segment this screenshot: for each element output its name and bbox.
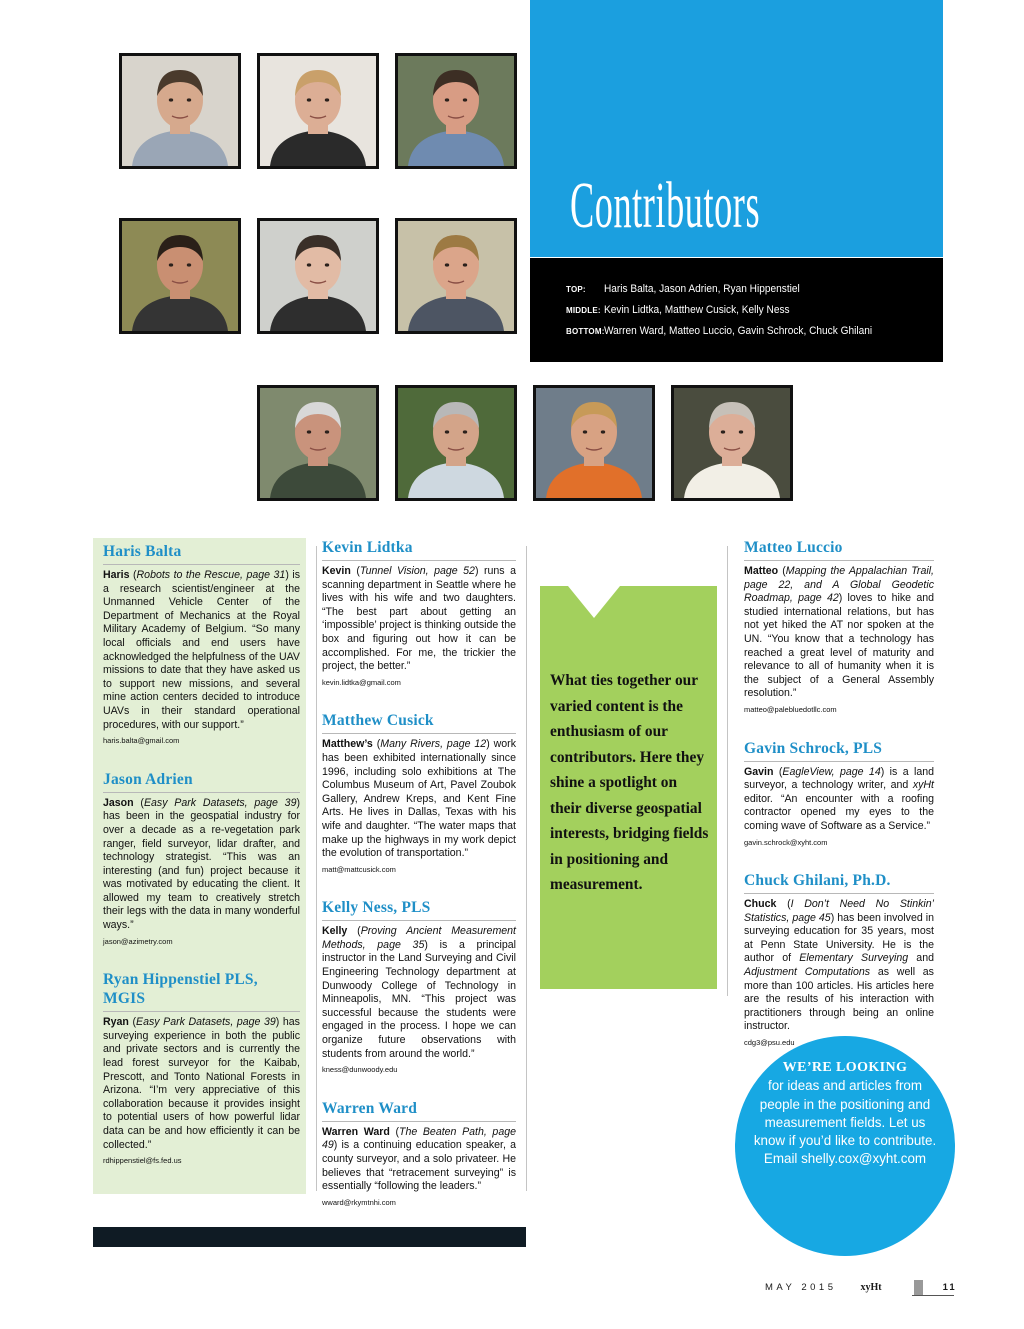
portrait-image bbox=[536, 388, 652, 498]
contributor-name: Haris Balta bbox=[103, 542, 300, 565]
issue-date: MAY 2015 bbox=[765, 1282, 837, 1293]
article-ref: Easy Park Datasets, page 39 bbox=[143, 796, 297, 809]
callout-body: for ideas and articles from people in the positioning and measurement fields. Let us know if you’d like to contribute. bbox=[753, 1078, 937, 1149]
portrait-image bbox=[122, 221, 238, 331]
page-number: 11 bbox=[942, 1282, 957, 1293]
article-ref: Easy Park Datasets, page 39 bbox=[136, 1016, 276, 1029]
caption-names: Kevin Lidtka, Matthew Cusick, Kelly Ness bbox=[604, 304, 790, 316]
article-ref: Many Rivers, page 12 bbox=[380, 738, 487, 751]
column-divider bbox=[526, 546, 527, 1191]
contributor-bio: Matteo (Mapping the Appalachian Trail, page 22, and A Global Geodetic Roadmap, page 42) loves to hike and studied international relations, but has not yet hiked the AT nor spoken at the UN. “You know that a technology has reached a great level of maturity and relevance to all of humanity when it is the subject of a General Assembly resolution.” bbox=[744, 565, 934, 700]
bio-text: has surveying experience in both the public and private sectors and is currently the lead forest surveyor for the Kaibab, Prescott, and Tonto National Forests in Arizona. “I’m very appreciative of this collaboration because it provides insight to potential users of how powerful lidar data can be and how efficiently it can be collected.” bbox=[103, 1016, 300, 1151]
first-name: Haris bbox=[103, 569, 130, 581]
bio-text: has been in the geospatial industry for over a decade as a re-vegetation park ranger, field surveyor, lidar drafter, and technology strategist. “This was an interesting (and fun) project because it was motivated by educating the client. It allowed my team to creatively stretch their legs with the data in many wonderful ways.” bbox=[103, 810, 300, 932]
bio-column-2 bbox=[322, 538, 516, 1231]
portrait-matteo-luccio bbox=[395, 385, 517, 501]
portrait-chuck-ghilani bbox=[671, 385, 793, 501]
portrait-gavin-schrock bbox=[533, 385, 655, 501]
contributor-email[interactable]: kness@dunwoody.edu bbox=[322, 1065, 398, 1075]
portrait-image bbox=[398, 388, 514, 498]
bio-text: has been involved in surveying education for 35 years, most at Penn State University. He is the author of bbox=[744, 911, 934, 965]
first-name: Ryan bbox=[103, 1016, 129, 1029]
title-block bbox=[530, 0, 943, 257]
page-footer bbox=[765, 1280, 957, 1295]
contributor-name: Kevin Lidtka bbox=[322, 538, 516, 561]
bottom-bar bbox=[93, 1227, 526, 1247]
bio-text: is a research scientist/engineer at the Unmanned Vehicle Center of the Department of Mechanics at the Royal Military Academy of Belgium. “So many local officials and end users have acknowledged the helpfulness of the UAV missions to date that they have asked us to support new missions, and several mine action centers decided to introduce UAVs in their standard operational procedures, with our support.” bbox=[103, 569, 300, 731]
bio-text: as well as more than 100 articles. His articles here are the results of his interaction with practitioners through being an online instructor. bbox=[744, 966, 934, 1033]
caption-names: Haris Balta, Jason Adrien, Ryan Hippenstiel bbox=[604, 283, 800, 295]
contributor-email[interactable]: haris.balta@gmail.com bbox=[103, 736, 180, 746]
first-name: Matthew’s bbox=[322, 738, 373, 751]
contributor-bio: Gavin (EagleView, page 14) is a land surveyor, a technology writer, and xyHt editor. “An encounter with a roofing contractor opened my eyes to the coming wave of Software as a Service.” bbox=[744, 765, 934, 832]
callout-email[interactable]: Email shelly.cox@xyht.com bbox=[763, 1151, 927, 1167]
portrait-kevin-lidtka bbox=[119, 218, 241, 334]
caption-key: TOP: bbox=[566, 285, 586, 294]
first-name: Jason bbox=[103, 796, 134, 809]
caption-key: BOTTOM: bbox=[566, 327, 605, 336]
article-ref: I Don’t Need No Stinkin’ Statistics, page 45 bbox=[744, 898, 934, 924]
contributor-bio: Kelly (Proving Ancient Measurement Methods, page 35) is a principal instructor in the Land Surveying and Civil Engineering Technology department at Dunwoody College of Technology in Minneapolis, MN. “This project was successful because the students were engaged in the process. I hope we can organize future observations with students from around the world.” bbox=[322, 925, 516, 1060]
footer-block bbox=[914, 1280, 923, 1295]
bio-emphasis: xyHt bbox=[912, 779, 934, 792]
portrait-image bbox=[122, 56, 238, 166]
article-ref: Mapping the Appalachian Trail, page 22, and A Global Geodetic Roadmap, page 42 bbox=[744, 565, 934, 605]
contributor-email[interactable]: matteo@palebluedotllc.com bbox=[744, 704, 837, 714]
contributor-name: Warren Ward bbox=[322, 1099, 516, 1122]
bio-text: work has been exhibited internationally since 1996, including solo exhibitions at The Columbus Museum of Art, Pavel Zoubok Gallery, Andrew Kreps, and Kent Fine Arts. He lives in Dallas, Texas with his wife and daughter. “The water maps that make up the highways in my work depict the evolution of transportation.” bbox=[322, 738, 517, 860]
call-for-contributors bbox=[735, 1036, 955, 1256]
contributor-email[interactable]: wward@rkymtnhi.com bbox=[322, 1197, 396, 1207]
contributor-bio: Kevin (Tunnel Vision, page 52) runs a scanning department in Seattle where he lives with his wife and two daughters. “The best part about getting an ‘impossible’ project is thinking outside the box and figuring out how it can be accomplished. For me, the trickier the project, the better.” bbox=[322, 565, 516, 673]
article-ref: Proving Ancient Measurement Methods, page 35 bbox=[322, 925, 516, 951]
portrait-image bbox=[260, 221, 376, 331]
first-name: Kelly bbox=[322, 925, 348, 938]
contributor-bio: Matthew’s (Many Rivers, page 12) work has been exhibited internationally since 1996, including solo exhibitions at The Columbus Museum of Art, Pavel Zoubok Gallery, Andrew Kreps, and Kent Fine Arts. He lives in Dallas, Texas with his wife and daughter. “The water maps that make up the highways in my work depict the evolution of transportation.” bbox=[322, 738, 517, 860]
portrait-jason-adrien bbox=[257, 53, 379, 169]
first-name: Matteo bbox=[744, 565, 779, 577]
contributor-bio: Chuck (I Don’t Need No Stinkin’ Statistics, page 45) has been involved in surveying education for 35 years, most at Penn State University. He is the author of Elementary Surveying and Adjustment Computations as well as more than 100 articles. His articles here are the results of his interaction with practitioners through being an online instructor. bbox=[744, 898, 934, 1033]
bio-text: loves to hike and studied international relations, but has not yet hiked the AT nor spoken at the UN. “You know that a technology has reached a great level of maturity and relevance to all of humanity when it is the subject of a General Assembly resolution.” bbox=[744, 592, 934, 700]
portrait-ryan-hippenstiel bbox=[395, 53, 517, 169]
portrait-image bbox=[398, 56, 514, 166]
bio-emphasis: Elementary Surveying bbox=[799, 952, 909, 965]
bio-text: is a continuing education speaker, a county surveyor, and a solo privateer. He believes that “retracement surveying” is essentially “following the leaders.” bbox=[322, 1139, 516, 1193]
article-ref: Robots to the Rescue, page 31 bbox=[136, 569, 286, 581]
caption-key: MIDDLE: bbox=[566, 306, 601, 315]
contributor-name: Gavin Schrock, PLS bbox=[744, 739, 934, 762]
caption-row-middle bbox=[566, 304, 943, 325]
contributor-name: Matthew Cusick bbox=[322, 711, 516, 734]
pull-quote: What ties together our varied content is the enthusiasm of our contributors. Here they shine a spotlight on their diverse geospatial interests, bridging fields in positioning and measurement. bbox=[550, 672, 709, 893]
first-name: Warren Ward bbox=[322, 1125, 390, 1138]
first-name: Chuck bbox=[744, 898, 777, 911]
footer-rule bbox=[912, 1295, 954, 1296]
caption-row-bottom bbox=[566, 325, 943, 346]
contributor-bio: Jason (Easy Park Datasets, page 39) has been in the geospatial industry for over a decade as a re-vegetation park ranger, field surveyor, lidar drafter, and technology strategist. “This was an interesting (and fun) project because it was motivated by educating the client. It allowed my team to creatively stretch their legs with the data in many wonderful ways.” bbox=[103, 796, 300, 932]
page-title: Contributors bbox=[570, 169, 761, 242]
contributor-email[interactable]: rdhippenstiel@fs.fed.us bbox=[103, 1156, 182, 1166]
contributor-email[interactable]: gavin.schrock@xyht.com bbox=[744, 837, 828, 847]
first-name: Kevin bbox=[322, 565, 351, 577]
bio-text: and bbox=[908, 952, 934, 965]
portrait-haris-balta bbox=[119, 53, 241, 169]
caption-row-top bbox=[566, 283, 943, 304]
bio-text: is a principal instructor in the Land Surveying and Civil Engineering Technology department at Dunwoody College of Technology in Minneapolis, MN. “This project was successful because the students were engaged in the process. I hope we can organize future observations with students from around the world.” bbox=[322, 938, 516, 1060]
portrait-image bbox=[260, 56, 376, 166]
portrait-image bbox=[398, 221, 514, 331]
contributor-name: Chuck Ghilani, Ph.D. bbox=[744, 871, 934, 894]
bio-text: runs a scanning department in Seattle where he lives with his wife and two daughters. “The best part about getting an ‘impossible’ project is thinking outside the box and figuring out how it can be accomplished. For me, the trickier the project, the better.” bbox=[322, 565, 516, 673]
portrait-matthew-cusick bbox=[257, 218, 379, 334]
contributor-bio: Haris (Robots to the Rescue, page 31) is a research scientist/engineer at the Unmanned Vehicle Center of the Department of Mechanics at the Royal Military Academy of Belgium. “So many local officials and end users have acknowledged the helpfulness of the UAV missions to date that they have asked us to support new missions, and several mine action centers decided to introduce UAVs in their standard operational procedures, with our support.” bbox=[103, 569, 300, 731]
portrait-warren-ward bbox=[257, 385, 379, 501]
contributor-email[interactable]: matt@mattcusick.com bbox=[322, 864, 396, 874]
contributor-name: Kelly Ness, PLS bbox=[322, 898, 516, 921]
bio-column-1 bbox=[93, 538, 306, 1194]
article-ref: EagleView, page 14 bbox=[782, 765, 881, 778]
magazine-brand: xyHt bbox=[860, 1282, 882, 1293]
portrait-image bbox=[674, 388, 790, 498]
portrait-kelly-ness bbox=[395, 218, 517, 334]
bio-column-4 bbox=[744, 538, 934, 1072]
contributor-name: Ryan Hippenstiel PLS, MGIS bbox=[103, 970, 300, 1012]
article-ref: The Beaten Path, page 49 bbox=[322, 1125, 516, 1152]
contributor-email[interactable]: kevin.lidtka@gmail.com bbox=[322, 677, 401, 687]
contributor-email[interactable]: cdg3@psu.edu bbox=[744, 1038, 795, 1048]
contributor-name: Matteo Luccio bbox=[744, 538, 934, 561]
column-divider bbox=[727, 546, 728, 996]
contributor-email[interactable]: jason@azimetry.com bbox=[103, 936, 173, 946]
contributor-bio: Ryan (Easy Park Datasets, page 39) has surveying experience in both the public and private sectors and is currently the lead forest surveyor for the Kaibab, Prescott, and Tonto National Forests in Arizona. “I’m very appreciative of this collaboration because it provides insight to potential users of how powerful lidar data can be and how efficiently it can be collected.” bbox=[103, 1016, 300, 1151]
bio-text: editor. “An encounter with a roofing contractor opened my eyes to the coming wave of Software as a Service.” bbox=[744, 792, 934, 832]
article-ref: Tunnel Vision, page 52 bbox=[359, 565, 475, 577]
portrait-image bbox=[260, 388, 376, 498]
first-name: Gavin bbox=[744, 765, 774, 778]
contributor-name: Jason Adrien bbox=[103, 770, 300, 793]
bio-text: is a land surveyor, a technology writer, and bbox=[744, 765, 934, 792]
callout-heading: WE’RE LOOKING bbox=[782, 1060, 908, 1075]
contributor-bio: Warren Ward (The Beaten Path, page 49) is a continuing education speaker, a county surveyor, and a solo privateer. He believes that “retracement surveying” is essentially “following the leaders.” bbox=[322, 1125, 516, 1193]
bio-emphasis: Adjustment Computations bbox=[744, 966, 871, 979]
caption-names: Warren Ward, Matteo Luccio, Gavin Schrock, Chuck Ghilani bbox=[604, 325, 873, 337]
photo-caption-bar bbox=[530, 258, 943, 362]
column-divider bbox=[316, 546, 317, 1191]
